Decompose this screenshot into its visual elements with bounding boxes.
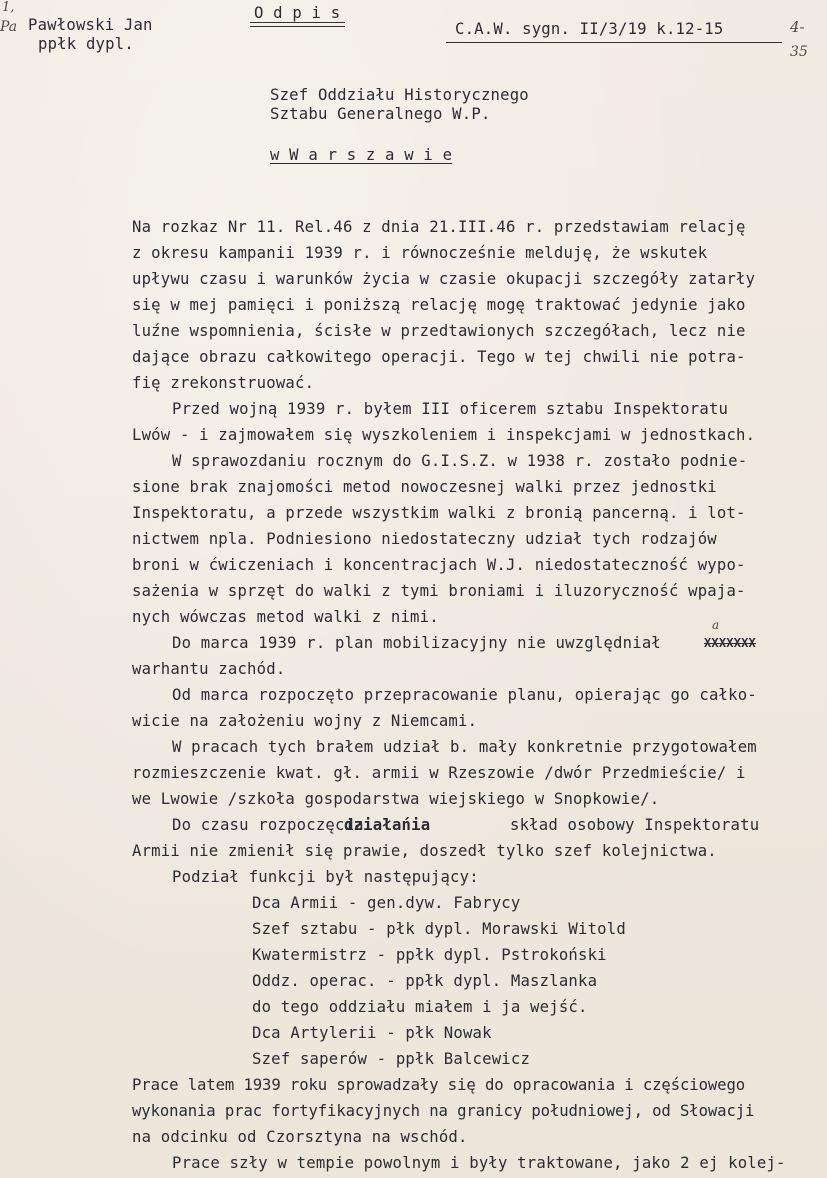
- body-line: warhantu zachód.: [132, 660, 286, 678]
- body-line: upływu czasu i warunków życia w czasie okupacji szczegóły zatarły: [132, 270, 756, 288]
- body-line: dające obrazu całkowitego operacji. Tego w tej chwili nie potra-: [132, 348, 746, 366]
- margin-mark-side: Pa: [0, 19, 18, 35]
- body-line: na odcinku od Czorsztyna na wschód.: [132, 1128, 468, 1146]
- struck-out-word: XXXXXXX: [704, 636, 756, 650]
- staff-list-item: Szef saperów - ppłk Balcewicz: [252, 1050, 531, 1068]
- body-line: Prace szły w tempie powolnym i były traktowane, jako 2 ej kolej-: [172, 1154, 786, 1172]
- handwritten-folio: 35: [790, 44, 808, 60]
- body-line: wykonania prac fortyfikacyjnych na granicy południowej, od Słowacji: [132, 1102, 755, 1120]
- body-line: rozmieszczenie kwat. gł. armii w Rzeszowie /dwór Przedmieście/ i: [132, 764, 746, 782]
- addressee-location: w W a r s z a w i e: [270, 146, 453, 164]
- margin-mark-top: 1,: [2, 0, 15, 15]
- signature-underline: [446, 42, 782, 43]
- author-name: Pawłowski Jan: [28, 16, 153, 34]
- addressee-line-2: Sztabu Generalnego W.P.: [270, 105, 491, 123]
- staff-list-item: Kwatermistrz - ppłk dypl. Pstrokoński: [252, 946, 607, 964]
- body-line: broni w ćwiczeniach i koncentracjach W.J. niedostateczność wypo-: [132, 556, 746, 574]
- body-line: fię zrekonstruować.: [132, 374, 315, 392]
- body-line: Lwów - i zajmowałem się wyszkoleniem i inspekcjami w jednostkach.: [132, 426, 756, 444]
- staff-list-item: Dca Armii - gen.dyw. Fabrycy: [252, 894, 521, 912]
- body-line: Do marca 1939 r. plan mobilizacyjny nie uwzględniał: [172, 634, 661, 652]
- body-line: Armii nie zmienił się prawie, doszedł tylko szef kolejnictwa.: [132, 842, 717, 860]
- body-line: Prace latem 1939 roku sprowadzały się do opracowania i częściowego: [132, 1076, 746, 1094]
- body-line: W sprawozdaniu rocznym do G.I.S.Z. w 1938 r. zostało podnie-: [172, 452, 748, 470]
- body-line: luźne wspomnienia, ścisłe w przedtawionych szczegółach, lecz nie: [132, 322, 746, 340]
- staff-list-item: do tego oddziału miałem i ja wejść.: [252, 998, 588, 1016]
- insertion-mark: a: [712, 618, 720, 632]
- body-line: Przed wojną 1939 r. byłem III oficerem sztabu Inspektoratu: [172, 400, 729, 418]
- staff-list-item: Dca Artylerii - płk Nowak: [252, 1024, 492, 1042]
- staff-list-item: Szef sztabu - płk dypl. Morawski Witold: [252, 920, 626, 938]
- body-line: Do czasu rozpoczęcia: [172, 816, 364, 834]
- document-title: O d p i s: [254, 4, 341, 22]
- body-line: z okresu kampanii 1939 r. i równocześnie melduję, że wskutek: [132, 244, 708, 262]
- body-line: nych wówczas metod walki z nimi.: [132, 608, 439, 626]
- body-line: nictwem npla. Podniesiono niedostateczny udział tych rodzajów: [132, 530, 717, 548]
- body-line: Na rozkaz Nr 11. Rel.46 z dnia 21.III.46 r. przedstawiam relację: [132, 218, 746, 236]
- addressee-line-1: Szef Oddziału Historycznego: [270, 86, 529, 104]
- body-line: skład osobowy Inspektoratu: [510, 816, 760, 834]
- author-rank: ppłk dypl.: [38, 35, 134, 53]
- body-line: wicie na założeniu wojny z Niemcami.: [132, 712, 478, 730]
- archive-signature: C.A.W. sygn. II/3/19 k.12-15: [455, 20, 724, 38]
- body-line: Inspektoratu, a przede wszystkim walki z bronią pancerną. i lot-: [132, 504, 746, 522]
- title-underline: [250, 22, 345, 23]
- body-line: W pracach tych brałem udział b. mały konkretnie przygotowałem: [172, 738, 757, 756]
- staff-list-item: Oddz. operac. - ppłk dypl. Maszlanka: [252, 972, 598, 990]
- body-line: sażenia w sprzęt do walki z tymi broniami i iluzoryczność wpaja-: [132, 582, 746, 600]
- body-line: we Lwowie /szkoła gospodarstwa wiejskiego w Snopkowie/.: [132, 790, 660, 808]
- handwritten-page-number: 4-: [790, 18, 805, 36]
- body-line: Podział funkcji był następujący:: [172, 868, 479, 886]
- body-line: sione brak znajomości metod nowoczesnej walki przez jednostki: [132, 478, 717, 496]
- title-underline-2: [250, 26, 345, 27]
- body-line: się w mej pamięci i poniższą relację mogę traktować jedynie jako: [132, 296, 746, 314]
- corrected-word: działańia: [344, 816, 431, 834]
- body-line: Od marca rozpoczęto przepracowanie planu, opierając go całko-: [172, 686, 757, 704]
